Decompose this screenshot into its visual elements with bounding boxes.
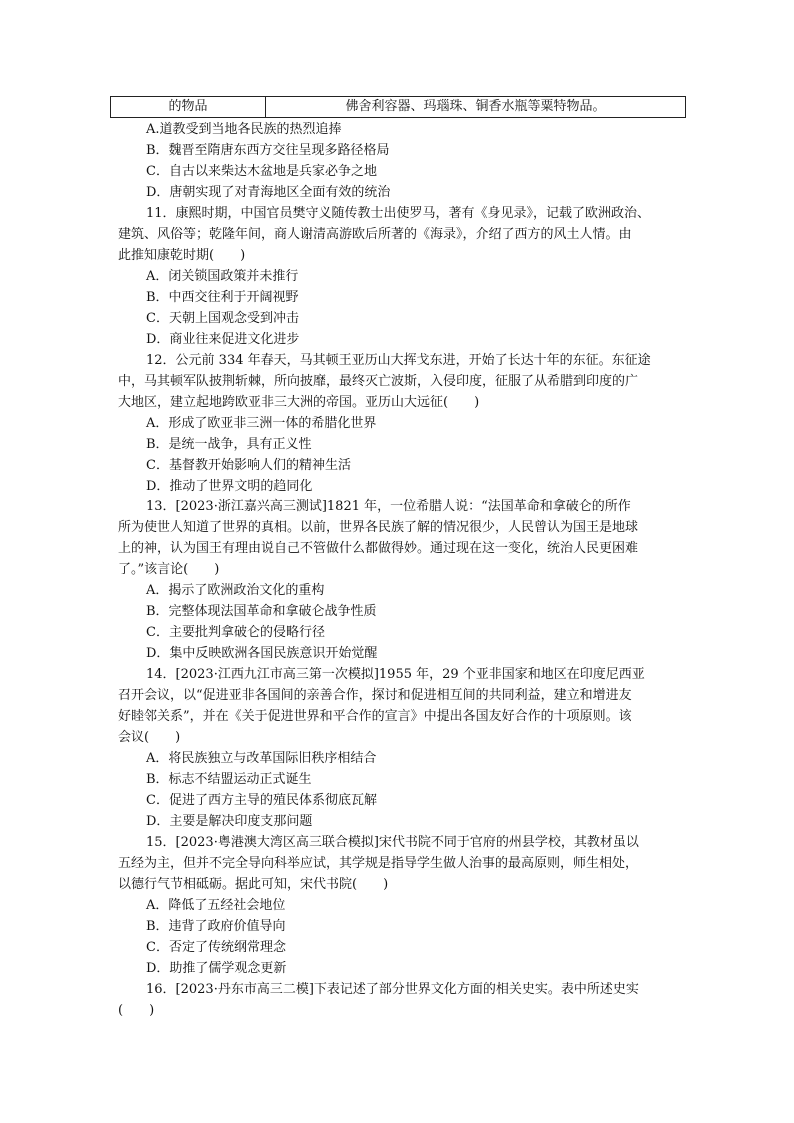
question-16 <box>118 979 684 1021</box>
question-stem-line: 召开会议，以“促进亚非各国间的亲善合作，探讨和促进相互间的共同利益，建立和增进友 <box>118 688 632 703</box>
option-d: D．唐朝实现了对青海地区全面有效的统治 <box>146 185 391 200</box>
question-14 <box>118 664 684 832</box>
option-a: A．将民族独立与改革国际旧秩序相结合 <box>146 751 377 766</box>
question-13 <box>118 496 684 664</box>
continued-table <box>110 96 686 118</box>
option-c: C．促进了西方主导的殖民体系彻底瓦解 <box>146 793 377 808</box>
option-b: B．中西交往利于开阔视野 <box>146 290 299 305</box>
table-cell: 佛舍利容器、玛瑙珠、铜香水瓶等粟特物品。 <box>266 97 686 118</box>
option-c: C．自古以来柴达木盆地是兵家必争之地 <box>146 164 377 179</box>
option-b: B．标志不结盟运动正式诞生 <box>146 772 312 787</box>
option-d: D．商业往来促进文化进步 <box>146 332 300 347</box>
table-cell: 的物品 <box>111 97 266 118</box>
question-stem-line: 11．康熙时期，中国官员樊守义随传教士出使罗马，著有《身见录》，记载了欧洲政治、 <box>146 206 651 221</box>
question-stem-line: 14．[2023·江西九江市高三第一次模拟]1955 年，29 个亚非国家和地区在印度尼西亚 <box>146 667 645 682</box>
question-stem-line: 16．[2023·丹东市高三二模]下表记述了部分世界文化方面的相关史实。表中所述史实 <box>146 982 639 997</box>
option-c: C．天朝上国观念受到冲击 <box>146 311 299 326</box>
question-stem-line: 中，马其顿军队披荆斩棘，所向披靡，最终灭亡波斯，入侵印度，征服了从希腊到印度的广 <box>118 374 639 389</box>
question-stem-line: 了。”该言论( ) <box>118 562 220 577</box>
question-stem-line: 大地区，建立起地跨欧亚非三大洲的帝国。亚历山大远征( ) <box>118 395 480 410</box>
question-11 <box>118 203 684 350</box>
option-d: D．推动了世界文明的趋同化 <box>146 479 313 494</box>
question-stem-line: 15．[2023·粤港澳大湾区高三联合模拟]宋代书院不同于官府的州县学校，其教材虽以 <box>146 835 639 850</box>
question-stem-line: 此推知康乾时期( ) <box>118 248 246 263</box>
question-stem-line: 建筑、风俗等；乾隆年间，商人谢清高游欧后所著的《海录》，介绍了西方的风土人情。由 <box>118 227 632 242</box>
question-10-options <box>118 119 684 203</box>
option-d: D．助推了儒学观念更新 <box>146 961 287 976</box>
question-stem-line: 12．公元前 334 年春天，马其顿王亚历山大挥戈东进，开始了长达十年的东征。东征途 <box>146 353 651 368</box>
question-stem-line: ( ) <box>118 1003 155 1018</box>
question-stem-line: 上的神，认为国王有理由说自己不管做什么都做得妙。通过现在这一变化，统治人民更困难 <box>118 541 639 556</box>
option-a: A．揭示了欧洲政治文化的重构 <box>146 583 325 598</box>
question-stem-line: 好睦邻关系”，并在《关于促进世界和平合作的宣言》中提出各国友好合作的十项原则。该 <box>118 709 632 724</box>
option-b: B．魏晋至隋唐东西方交往呈现多路径格局 <box>146 143 390 158</box>
option-b: B．完整体现法国革命和拿破仑战争性质 <box>146 604 377 619</box>
question-12 <box>118 350 684 497</box>
question-stem-line: 所为使世人知道了世界的真相。以前，世界各民族了解的情况很少，人民曾认为国王是地球 <box>118 520 639 535</box>
question-stem-line: 以德行气节相砥砺。据此可知，宋代书院( ) <box>118 877 389 892</box>
option-c: C．基督教开始影响人们的精神生活 <box>146 458 351 473</box>
question-15 <box>118 832 684 979</box>
question-stem-line: 会议( ) <box>118 730 181 745</box>
table-row <box>111 97 686 118</box>
option-c: C．主要批判拿破仑的侵略行径 <box>146 625 325 640</box>
question-stem-line: 13．[2023·浙江嘉兴高三测试]1821 年，一位希腊人说：“法国革命和拿破仑的所作 <box>146 499 631 514</box>
question-stem-line: 五经为主，但并不完全导向科举应试，其学规是指导学生做人治事的最高原则，师生相处， <box>118 856 639 871</box>
option-a: A.道教受到当地各民族的热烈追捧 <box>146 122 342 137</box>
option-a: A．降低了五经社会地位 <box>146 898 286 913</box>
option-a: A．闭关锁国政策并未推行 <box>146 269 299 284</box>
option-c: C．否定了传统纲常理念 <box>146 940 286 955</box>
option-b: B．违背了政府价值导向 <box>146 919 286 934</box>
option-d: D．主要是解决印度支那问题 <box>146 814 313 829</box>
option-a: A．形成了欧亚非三洲一体的希腊化世界 <box>146 416 377 431</box>
option-b: B．是统一战争，具有正义性 <box>146 437 312 452</box>
option-d: D．集中反映欧洲各国民族意识开始觉醒 <box>146 646 378 661</box>
